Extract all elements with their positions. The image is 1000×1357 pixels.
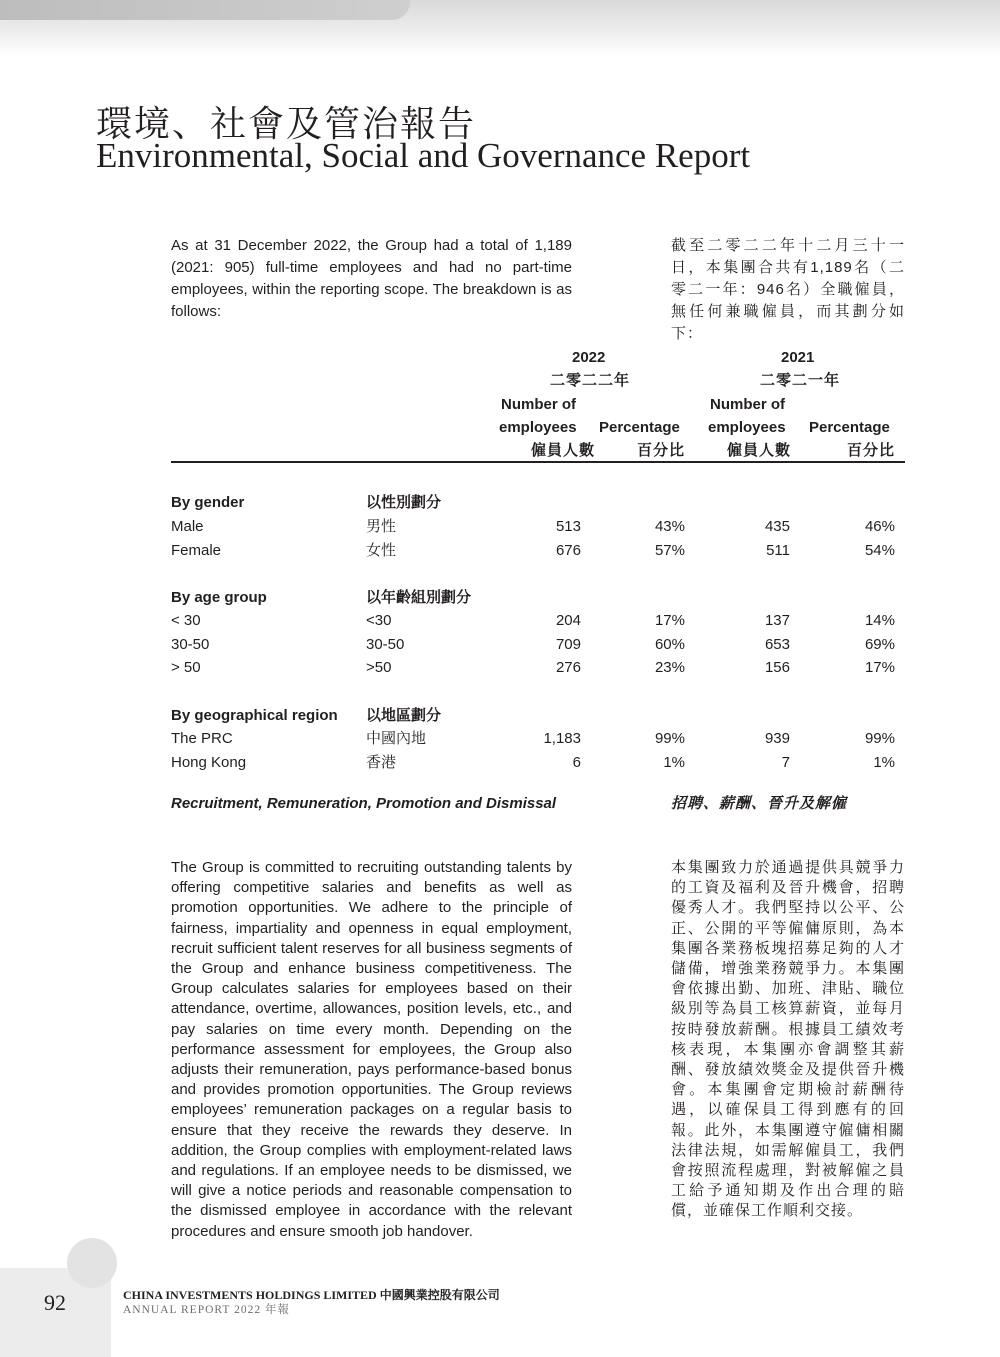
group-label-en: By age group: [171, 589, 267, 606]
row-label-en: < 30: [171, 612, 201, 629]
table-row: [0, 609, 1000, 632]
row-label-zh: 男性: [366, 518, 397, 535]
num-employees-2022-zh: 僱員人數: [531, 442, 596, 459]
percent-2022: 1%: [663, 754, 685, 771]
count-2021: 137: [764, 612, 790, 629]
table-row: [0, 727, 1000, 750]
table-row: [0, 539, 1000, 562]
percent-2022: 43%: [654, 518, 685, 535]
row-label-zh: >50: [366, 659, 392, 676]
year-2021-header-zh: 二零二一年: [760, 372, 841, 389]
row-label-en: The PRC: [171, 730, 233, 747]
group-label-zh: 以年齡組別劃分: [366, 589, 472, 606]
page-title-en: Environmental, Social and Governance Report: [96, 136, 751, 175]
row-label-zh: 30-50: [366, 636, 405, 653]
table-row: [0, 751, 1000, 774]
table-row: [0, 656, 1000, 679]
page-title-zh: 環境、社會及管治報告: [96, 104, 477, 145]
table-header-rule: [171, 461, 905, 463]
num-employees-2022-line1: Number of: [501, 396, 576, 413]
top-fold-shape: [0, 0, 410, 20]
row-label-zh: 中國內地: [366, 730, 427, 747]
row-label-zh: 香港: [366, 754, 397, 771]
num-employees-2021-line2: employees: [708, 419, 786, 436]
section-heading-zh: 招聘、薪酬、晉升及解僱: [671, 795, 848, 812]
percent-2022: 99%: [654, 730, 685, 747]
group-header-age: [0, 586, 1000, 609]
percent-2021: 17%: [864, 659, 895, 676]
percentage-2021-label: Percentage: [809, 419, 890, 436]
row-label-zh: <30: [366, 612, 392, 629]
group-label-en: By geographical region: [171, 707, 338, 724]
table-row: [0, 515, 1000, 538]
count-2022: 204: [555, 612, 581, 629]
table-row: [0, 633, 1000, 656]
percent-2021: 1%: [873, 754, 895, 771]
percent-2021: 69%: [864, 636, 895, 653]
row-label-en: Female: [171, 542, 222, 559]
percentage-2022-label: Percentage: [599, 419, 680, 436]
percentage-2021-zh: 百分比: [847, 442, 896, 459]
count-2021: 511: [766, 542, 790, 559]
intro-paragraph-en: As at 31 December 2022, the Group had a total of 1,189 (2021: 905) full-time employees and had no part-time employees, within the reporting scope. The breakdown is as follows:: [171, 237, 572, 320]
percent-2022: 17%: [654, 612, 685, 629]
count-2022: 676: [555, 542, 581, 559]
count-2022: 513: [555, 518, 581, 535]
percentage-2022-zh: 百分比: [637, 442, 686, 459]
group-header-region: [0, 704, 1000, 727]
top-decorative-band: [0, 0, 1000, 56]
section-body-zh: 本集團致力於通過提供具競爭力的工資及福利及晉升機會，招聘優秀人才。我們堅持以公平、公正、公開的平等僱傭原則，為本集團各業務板塊招募足夠的人才儲備，增強業務競爭力。本集團會依據出勤、加班、津貼、職位級別等為員工核算薪資，並每月按時發放薪酬。根據員工績效考核表現，本集團亦會調整其薪酬、發放績效獎金及提供晉升機會。本集團會定期檢討薪酬待遇，以確保員工得到應有的回報。此外，本集團遵守僱傭相關法律法規，如需解僱員工，我們會按照流程處理，對被解僱之員工給予通知期及作出合理的賠償，並確保工作順利交接。: [671, 859, 905, 1220]
footer-circle-decoration: [67, 1238, 117, 1288]
row-label-en: Male: [171, 518, 204, 535]
count-2021: 653: [764, 636, 790, 653]
section-body-en: The Group is committed to recruiting outstanding talents by offering competitive salaries and benefits as well as promotion opportunities. We adhere to the principle of fairness, impartiality and openness in equal employment, recruit sufficient talent reserves for all business segments of the Group and enhance business competitiveness. The Group calculates salaries for employees based on their attendance, overtime, allowances, position levels, etc., and pay salaries on time every month. Depending on the performance assessment for employees, the Group also adjusts their remuneration, pays performance-based bonus and provides promotion opportunities. The Group reviews employees’ remuneration packages on a regular basis to ensure that they receive the rewards they deserve. In addition, the Group complies with employment-related laws and regulations. If an employee needs to be dismissed, we will give a notice periods and reasonable compensation to the dismissed employee in accordance with the relevant procedures and ensure smooth job handover.: [171, 859, 572, 1240]
count-2021: 435: [764, 518, 790, 535]
year-2021-header: 2021: [781, 349, 815, 366]
percent-2022: 23%: [654, 659, 685, 676]
year-2022-header: 2022: [572, 349, 606, 366]
group-header-gender: [0, 491, 1000, 514]
num-employees-2021-line1: Number of: [710, 396, 785, 413]
row-label-en: Hong Kong: [171, 754, 247, 771]
row-label-en: 30-50: [171, 636, 210, 653]
year-2022-header-zh: 二零二二年: [550, 372, 631, 389]
percent-2021: 99%: [864, 730, 895, 747]
count-2021: 939: [764, 730, 790, 747]
footer-company-name: CHINA INVESTMENTS HOLDINGS LIMITED 中國興業控股有限公司: [123, 1288, 500, 1302]
group-label-en: By gender: [171, 494, 245, 511]
percent-2022: 60%: [654, 636, 685, 653]
num-employees-2021-zh: 僱員人數: [727, 442, 792, 459]
section-heading-en: Recruitment, Remuneration, Promotion and Dismissal: [171, 795, 557, 812]
intro-paragraph-zh: 截至二零二二年十二月三十一日，本集團合共有1,189名（二零二一年：946名）全職僱員，無任何兼職僱員，而其劃分如下：: [671, 237, 905, 342]
count-2022: 1,183: [543, 730, 581, 747]
count-2022: 276: [555, 659, 581, 676]
percent-2021: 54%: [864, 542, 895, 559]
num-employees-2022-line2: employees: [499, 419, 577, 436]
percent-2021: 14%: [864, 612, 895, 629]
percent-2022: 57%: [654, 542, 685, 559]
percent-2021: 46%: [864, 518, 895, 535]
group-label-zh: 以地區劃分: [366, 707, 442, 724]
group-label-zh: 以性別劃分: [366, 494, 442, 511]
count-2022: 709: [555, 636, 581, 653]
footer-report-title: ANNUAL REPORT 2022 年報: [123, 1304, 290, 1316]
row-label-en: > 50: [171, 659, 201, 676]
page-number: 92: [44, 1290, 66, 1315]
count-2022: 6: [572, 754, 581, 771]
count-2021: 156: [764, 659, 790, 676]
count-2021: 7: [781, 754, 790, 771]
row-label-zh: 女性: [366, 542, 397, 559]
